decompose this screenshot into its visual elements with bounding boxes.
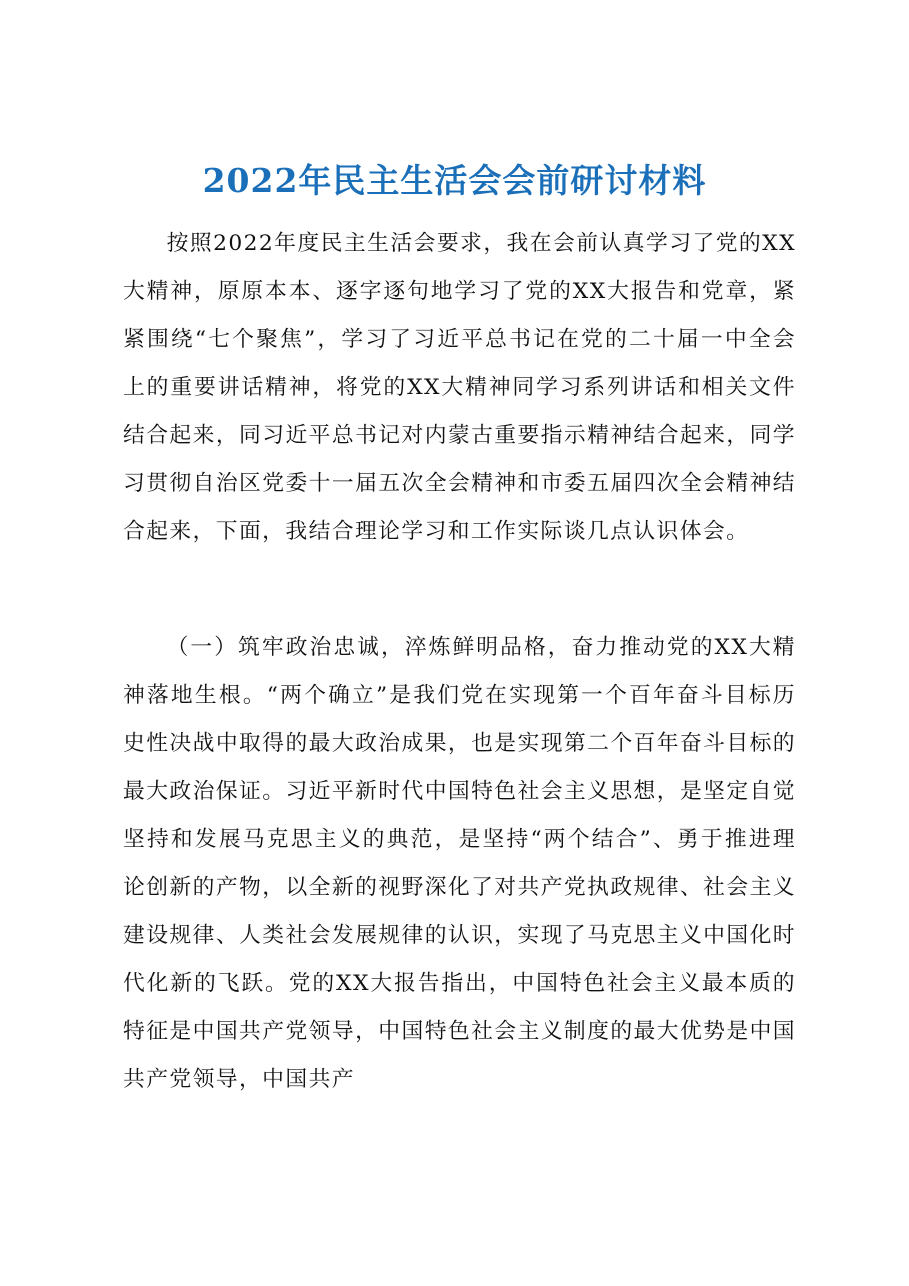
- paragraph-section-1: （一）筑牢政治忠诚，淬炼鲜明品格，奋力推动党的XX大精神落地生根。“两个确立”是我们党在实现第一个百年奋斗目标历史性决战中取得的最大政治成果，也是实现第二个百年奋斗目标的最大政治保证。习近平新时代中国特色社会主义思想，是坚定自觉坚持和发展马克思主义的典范，是坚持“两个结合”、勇于推进理论创新的产物，以全新的视野深化了对共产党执政规律、社会主义建设规律、人类社会发展规律的认识，实现了马克思主义中国化时代化新的飞跃。党的XX大报告指出，中国特色社会主义最本质的特征是中国共产党领导，中国特色社会主义制度的最大优势是中国共产党领导，中国共产: [123, 635, 796, 1092]
- paragraph-intro: 按照2022年度民主生活会要求，我在会前认真学习了党的XX大精神，原原本本、逐字逐句地学习了党的XX大报告和党章，紧紧围绕“七个聚焦”，学习了习近平总书记在党的二十届一中全会上的重要讲话精神，将党的XX大精神同学习系列讲话和相关文件结合起来，同习近平总书记对内蒙古重要指示精神结合起来，同学习贯彻自治区党委十一届五次全会精神和市委五届四次全会精神结合起来，下面，我结合理论学习和工作实际谈几点认识体会。: [123, 231, 796, 544]
- document-title: 2022年民主生活会会前研讨材料: [202, 161, 707, 200]
